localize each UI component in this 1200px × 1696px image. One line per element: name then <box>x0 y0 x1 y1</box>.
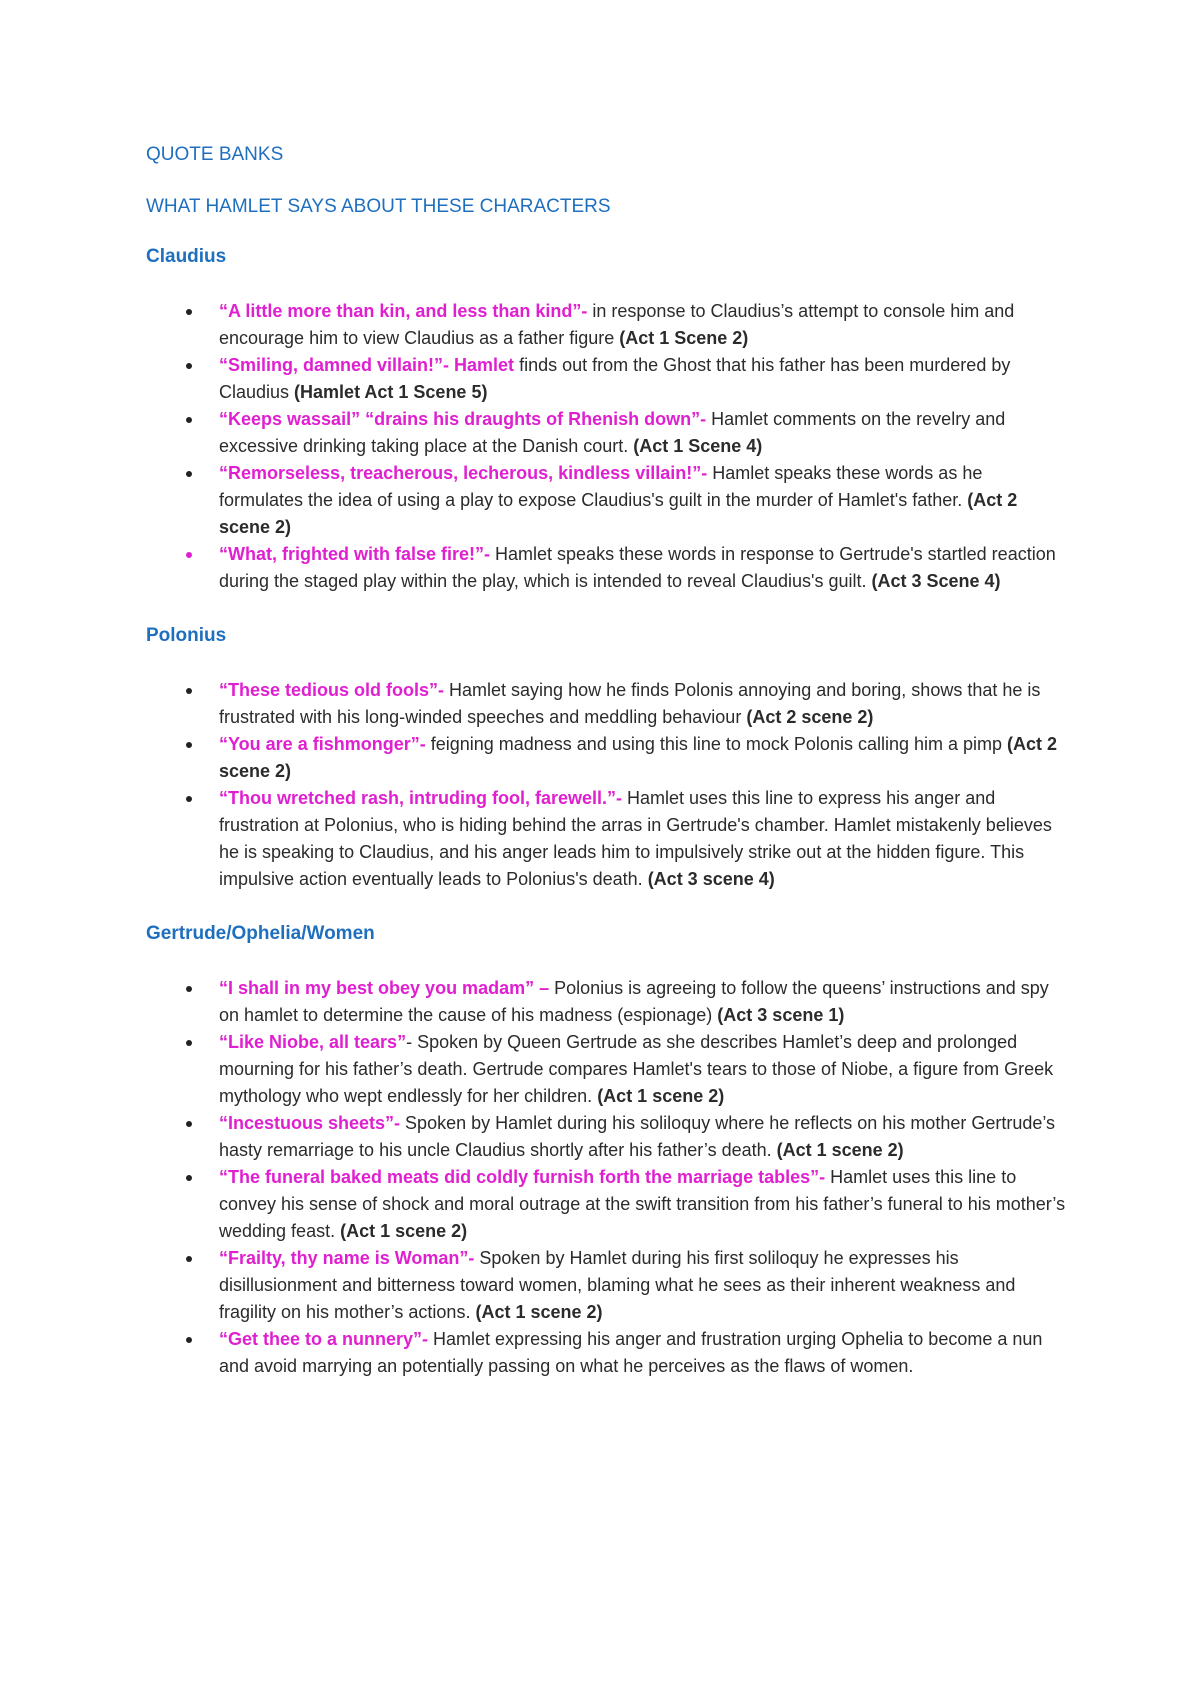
quote-text: “I shall in my best obey you madam” – <box>219 978 550 998</box>
quote-text: “Smiling, damned villain!”- Hamlet <box>219 355 515 375</box>
quote-item <box>146 1245 1066 1326</box>
quote-list-claudius <box>146 298 1066 595</box>
quote-reference: (Act 1 Scene 4) <box>633 436 763 456</box>
quote-text: “Thou wretched rash, intruding fool, farewell.”- <box>219 788 623 808</box>
bullet-icon <box>186 986 192 992</box>
quote-description: Hamlet uses this line to express his anger and frustration at Polonius, who is hiding behind the arras in Gertrude's chamber. Hamlet mistakenly believes he is speaking to Claudius, and his anger leads him to impulsively strike out at the hidden figure. This impulsive action eventually leads to Polonius's death. <box>219 788 1052 889</box>
document-title: QUOTE BANKS <box>146 144 284 165</box>
quote-reference: (Act 2 scene 2) <box>746 707 874 727</box>
quote-item <box>146 785 1066 893</box>
bullet-icon <box>186 471 192 477</box>
quote-description: Hamlet expressing his anger and frustration urging Ophelia to become a nun and avoid marrying an potentially passing on what he perceives as the flaws of women. <box>219 1329 1043 1376</box>
quote-description: finds out from the Ghost that his father has been murdered by Claudius <box>219 355 1011 402</box>
quote-reference: (Act 2 scene 2) <box>219 734 1058 781</box>
quote-item <box>146 460 1066 541</box>
bullet-icon <box>186 417 192 423</box>
document-content <box>146 144 1066 1410</box>
quote-description: Hamlet comments on the revelry and excessive drinking taking place at the Danish court. <box>219 409 1006 456</box>
bullet-icon <box>186 1256 192 1262</box>
quote-text: “Incestuous sheets”- <box>219 1113 401 1133</box>
quote-text: “What, frighted with false fire!”- <box>219 544 491 564</box>
quote-reference: (Act 1 scene 2) <box>776 1140 904 1160</box>
quote-description: Spoken by Hamlet during his first soliloquy he expresses his disillusionment and bitterness toward women, blaming what he sees as their inherent weakness and fragility on his mother’s actions. <box>219 1248 1016 1322</box>
quote-description: Hamlet speaks these words as he formulates the idea of using a play to expose Claudius's guilt in the murder of Hamlet's father. <box>219 463 983 510</box>
bullet-icon <box>186 796 192 802</box>
quote-item <box>146 1326 1066 1380</box>
section-heading-gertrude-ophelia-women: Gertrude/Ophelia/Women <box>146 923 375 944</box>
quote-description: Spoken by Hamlet during his soliloquy where he reflects on his mother Gertrude’s hasty remarriage to his uncle Claudius shortly after his father’s death. <box>219 1113 1056 1160</box>
quote-description: in response to Claudius’s attempt to console him and encourage him to view Claudius as a father figure <box>219 301 1015 348</box>
quote-item <box>146 1164 1066 1245</box>
quote-reference: (Act 3 scene 1) <box>717 1005 845 1025</box>
quote-item <box>146 352 1066 406</box>
quote-reference: (Act 2 scene 2) <box>219 490 1018 537</box>
section-heading-claudius: Claudius <box>146 246 227 267</box>
quote-item <box>146 541 1066 595</box>
bullet-icon <box>186 363 192 369</box>
quote-description: feigning madness and using this line to mock Polonis calling him a pimp <box>425 734 1008 754</box>
bullet-icon <box>186 1121 192 1127</box>
quote-list-women <box>146 975 1066 1380</box>
quote-item <box>146 731 1066 785</box>
quote-item <box>146 677 1066 731</box>
quote-text: “Remorseless, treacherous, lecherous, kindless villain!”- <box>219 463 708 483</box>
quote-text: “Get thee to a nunnery”- <box>219 1329 429 1349</box>
quote-reference: (Act 3 Scene 4) <box>871 571 1001 591</box>
bullet-icon <box>186 742 192 748</box>
quote-description: Hamlet saying how he finds Polonis annoying and boring, shows that he is frustrated with his long-winded speeches and meddling behaviour <box>219 680 1041 727</box>
quote-item <box>146 1029 1066 1110</box>
quote-text: “A little more than kin, and less than kind”- <box>219 301 588 321</box>
section-heading-polonius: Polonius <box>146 625 227 646</box>
quote-reference: (Act 1 Scene 2) <box>619 328 749 348</box>
bullet-icon <box>186 1175 192 1181</box>
quote-description: Polonius is agreeing to follow the queens’ instructions and spy on hamlet to determine the cause of his madness (espionage) <box>219 978 1049 1025</box>
bullet-icon <box>186 688 192 694</box>
quote-item <box>146 406 1066 460</box>
quote-description: Hamlet uses this line to convey his sense of shock and moral outrage at the swift transition from his father’s funeral to his mother’s wedding feast. <box>219 1167 1066 1241</box>
quote-text: “These tedious old fools”- <box>219 680 445 700</box>
document-subtitle: WHAT HAMLET SAYS ABOUT THESE CHARACTERS <box>146 196 611 217</box>
quote-reference: (Hamlet Act 1 Scene 5) <box>294 382 488 402</box>
quote-text: “Like Niobe, all tears” <box>219 1032 407 1052</box>
quote-text: “The funeral baked meats did coldly furnish forth the marriage tables”- <box>219 1167 826 1187</box>
quote-text: “Frailty, thy name is Woman”- <box>219 1248 475 1268</box>
quote-reference: (Act 1 scene 2) <box>475 1302 603 1322</box>
bullet-icon <box>186 1337 192 1343</box>
quote-reference: (Act 1 scene 2) <box>340 1221 468 1241</box>
quote-reference: (Act 1 scene 2) <box>597 1086 725 1106</box>
quote-item <box>146 1110 1066 1164</box>
quote-description: Hamlet speaks these words in response to Gertrude's startled reaction during the staged play within the play, which is intended to reveal Claudius's guilt. <box>219 544 1056 591</box>
quote-description: - Spoken by Queen Gertrude as she describes Hamlet’s deep and prolonged mourning for his father’s death. Gertrude compares Hamlet's tears to those of Niobe, a figure from Greek mythology who wept endlessly for her children. <box>219 1032 1054 1106</box>
quote-reference: (Act 3 scene 4) <box>647 869 775 889</box>
quote-item <box>146 975 1066 1029</box>
quote-item <box>146 298 1066 352</box>
bullet-icon <box>186 309 192 315</box>
quote-text: “You are a fishmonger”- <box>219 734 426 754</box>
quote-text: “Keeps wassail” “drains his draughts of Rhenish down”- <box>219 409 707 429</box>
bullet-icon <box>186 1040 192 1046</box>
quote-list-polonius <box>146 677 1066 893</box>
bullet-icon <box>186 552 192 558</box>
